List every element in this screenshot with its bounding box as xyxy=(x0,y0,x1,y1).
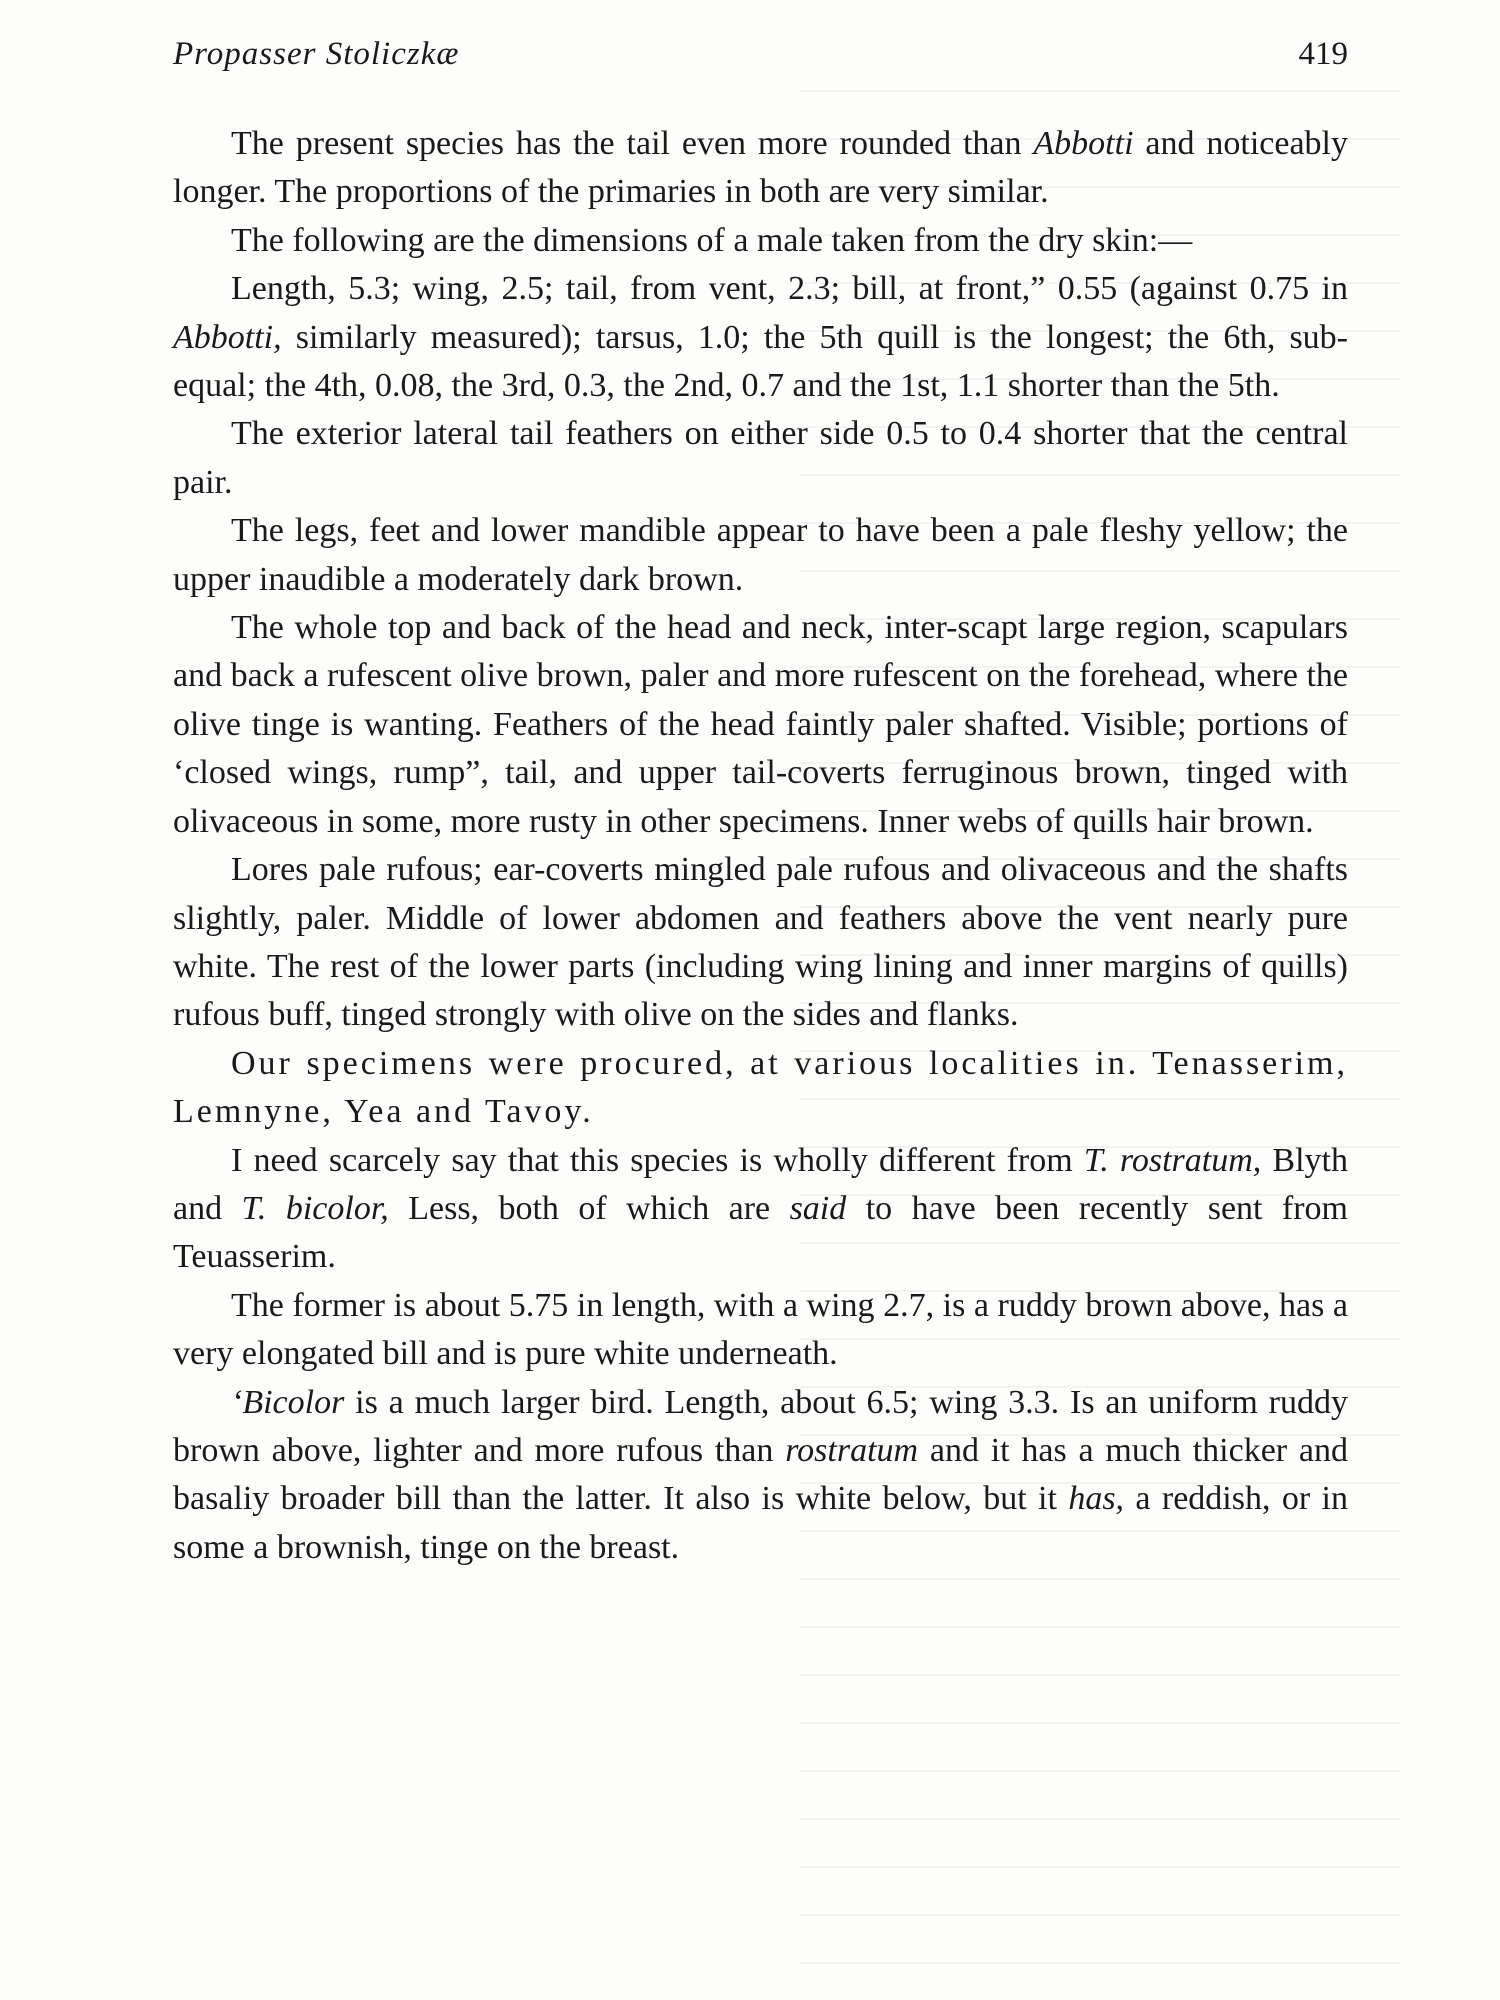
paragraph: The former is about 5.75 in length, with a wing 2.7, is a ruddy brown above, has a very elongated bill and is pure white underneath. xyxy=(173,1286,1348,1373)
running-title: Propasser Stoliczkæ xyxy=(173,36,460,72)
paragraph: Length, 5.3; wing, 2.5; tail, from vent, 2.3; bill, at front,” 0.55 (against 0.75 in Abbotti, similarly measured); tarsus, 1.0; the 5th quill is the longest; the 6th, sub-equal; the 4th, 0.08, the 3rd, 0.3, the 2nd, 0.7 and the 1st, 1.1 shorter than the 5th. xyxy=(173,270,1348,405)
body-text xyxy=(173,120,1348,1572)
paragraph: The exterior lateral tail feathers on either side 0.5 to 0.4 shorter that the central pair. xyxy=(173,415,1348,501)
page-number: 419 xyxy=(1298,36,1348,72)
paragraph: The following are the dimensions of a male taken from the dry skin:— xyxy=(231,221,1193,259)
paragraph: The present species has the tail even more rounded than Abbotti and noticeably longer. The proportions of the primaries in both are very similar. xyxy=(173,125,1348,211)
page-header xyxy=(173,36,1348,86)
paragraph: The legs, feet and lower mandible appear to have been a pale fleshy yellow; the upper inaudible a moderately dark brown. xyxy=(173,512,1348,598)
paragraph: Our specimens were procured, at various localities in. Tenasserim, Lemnyne, Yea and Tavoy. xyxy=(173,1044,1348,1131)
paragraph: I need scarcely say that this species is wholly different from T. rostratum, Blyth and T. bicolor, Less, both of which are said to have been recently sent from Teuasserim. xyxy=(173,1141,1349,1276)
paragraph: ‘Bicolor is a much larger bird. Length, about 6.5; wing 3.3. Is an uniform ruddy brown above, lighter and more rufous than rostratum and it has a much thicker and basaliy broader bill than the latter. It also is white below, but it has, a reddish, or in some a brownish, tinge on the breast. xyxy=(173,1383,1348,1566)
paragraph: The whole top and back of the head and neck, inter-scapt large region, scapulars and back a rufescent olive brown, paler and more rufescent on the forehead, where the olive tinge is wanting. Feathers of the head faintly paler shafted. Visible; portions of ‘closed wings, rump”, tail, and upper tail-coverts ferruginous brown, tinged with olivaceous in some, more rusty in other specimens. Inner webs of quills hair brown. xyxy=(173,609,1348,840)
paragraph: Lores pale rufous; ear-coverts mingled pale rufous and olivaceous and the shafts slightly, paler. Middle of lower abdomen and feathers above the vent nearly pure white. The rest of the lower parts (including wing lining and inner margins of quills) rufous buff, tinged strongly with olive on the sides and flanks. xyxy=(173,851,1348,1034)
